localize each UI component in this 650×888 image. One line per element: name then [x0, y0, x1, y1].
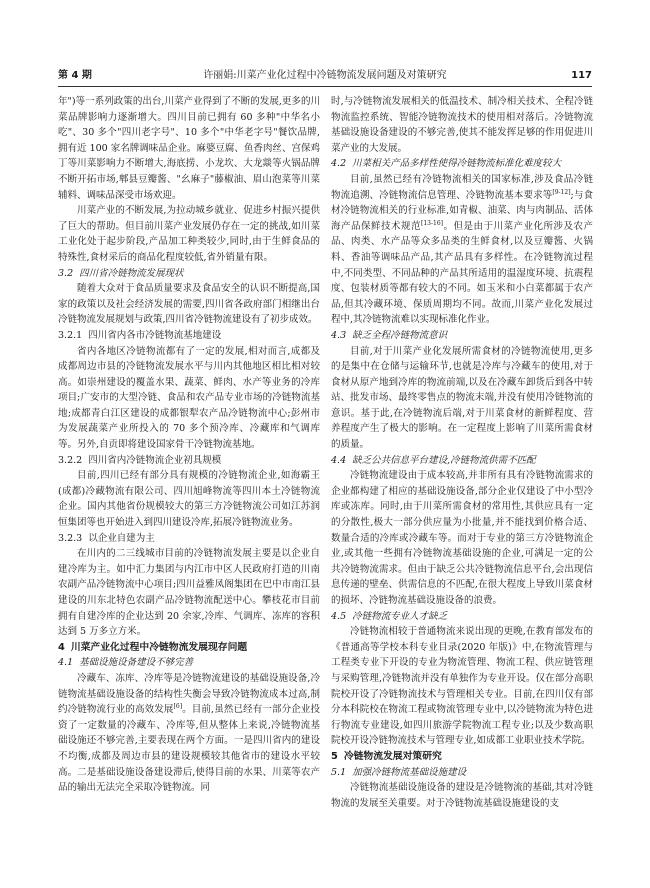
section-title: 缺乏公共信息平台建设,冷链物流供需不匹配 [352, 454, 536, 466]
section-title: 以企业自建为主 [88, 532, 155, 544]
running-header [58, 68, 592, 84]
section-title: 缺乏全程冷链物流意识 [352, 329, 448, 341]
section-number: 3.2 [58, 267, 74, 279]
header-rule [58, 86, 592, 87]
paragraph: 冷链物流相较于普通物流来说出现的更晚,在教育部发布的《普通高等学校本科专业目录(2020 年版)》中,在物流管理与工程类专业下开设的专业为物流管理、物流工程、供应链管理与采购管理,冷链物流并没有单独作为专业开设。仅在部分高职院校开设了冷链物流技术与管理相关专业。目前,在四川仅有部分本科院校在物流工程或物流管理专业中,以冷链物流为特色进行物流专业建设,如四川旅游学院物流工程专业;以及少数高职院校开设冷链物流技术与管理专业,如成都工业职业技术学院。 [331, 626, 593, 747]
issue-number: 第 4 期 [58, 70, 92, 81]
paragraph: 目前,虽然已经有冷链物流相关的国家标准,涉及食品冷链物流追溯、冷链物流信息管理、冷链物流基本要求等[9-12];与食材冷链物流相关的行业标准,如青椒、油菜、肉与肉制品、活体海产品保鲜技术规范[13-16]。但是由于川菜产业化所涉及农产品、肉类、水产品等众多品类的生鲜食材,以及豆瓣酱、火锅料、香油等调味品产品,其产品具有多样性。在冷链物流过程中,不同类型、不同品种的产品其所适用的温湿度环境、抗震程度、包装材质等都有较大的不同。如玉米和小白菜都属于农产品,但其冷藏环境、保质周期均不同。故而,川菜产业化发展过程中,其冷链物流难以实现标准化作业。 [331, 173, 593, 326]
section-title: 冷链物流专业人才缺乏 [352, 610, 448, 622]
paragraph: 目前,对于川菜产业化发展所需食材的冷链物流使用,更多的是集中在仓储与运输环节,也就是冷库与冷藏车的使用,对于食材从原产地到冷库的物流前端,以及在冷藏车卸货后到各中转站、批发市场、最终零售点的物流末端,并没有使用冷链物流的意识。基于此,在冷链物流后端,对于川菜食材的新鲜程度、营养程度产生了极大的影响。在一定程度上影响了川菜所需食材的质量。 [331, 345, 593, 451]
section-number: 3.2.1 [58, 329, 83, 341]
section-heading [58, 640, 320, 656]
paragraph: 冷链物流基础设施设备的建设是冷链物流的基础,其对冷链物流的发展至关重要。对于冷链物流基础设施建设的支 [331, 782, 593, 809]
paragraph: 随着大众对于食品质量要求及食品安全的认识不断提高,国家的政策以及社会经济发展的需要,四川省各政府部门相继出台冷链物流发展规划与政策,四川省冷链物流建设有了初步成效。 [58, 283, 320, 326]
section-title: 川菜产业化过程中冷链物流发展现存问题 [70, 641, 248, 653]
section-number: 3.2.3 [58, 532, 83, 544]
section-heading [331, 609, 593, 625]
paragraph: 目前,四川已经有部分具有规模的冷链物流企业,如海霸王(成都)冷藏物流有限公司、四川旭峰物流等四川本土冷链物流企业。国内其他省份规模较大的第三方冷链物流公司如江苏润恒集团等也开始进入到四川建设冷库,拓展冷链物流业务。 [58, 470, 320, 529]
section-heading [331, 156, 593, 172]
section-number: 5 [331, 750, 338, 762]
left-column [58, 94, 320, 864]
paragraph: 在川内的二三线城市目前的冷链物流发展主要是以企业自建冷库为主。如中汇力集团与内江市中区人民政府打造的川南农副产品冷链物流中心项目;四川益雅凤阁集团在巴中市南江县建设的川东北特色农副产品冷链物流配送中心。攀枝花市目前拥有自建冷库的企业达到 20 余家,冷库、气调库、冻库的容积达到 5 万多立方米。 [58, 548, 320, 638]
section-heading [331, 765, 593, 781]
section-heading [58, 266, 320, 282]
section-heading [331, 749, 593, 765]
section-heading [58, 453, 320, 469]
running-title: 许丽娟:川菜产业化过程中冷链物流发展问题及对策研究 [203, 70, 447, 81]
right-column [331, 94, 593, 864]
paragraph: 冷链物流建设由于成本较高,并非所有具有冷链物流需求的企业都构建了相应的基础设施设备,部分企业仅建设了中小型冷库或冻库。同时,由于川菜所需食材的常用性,其供应具有一定的分散性,极大一部分供应量为小批量,并不能找到价格合适、数量合适的冷库或冷藏车等。而对于专业的第三方冷链物流企业,或其他一些拥有冷链物流基础设施的企业,可满足一定的公共冷链物流需求。但由于缺乏公共冷链物流信息平台,会出现信息传递的壁垒、供需信息的不匹配,在很大程度上导致川菜食材的损坏、冷链物流基础设施设备的浪费。 [331, 470, 593, 606]
section-number: 4.3 [331, 329, 347, 341]
section-heading [58, 328, 320, 344]
page-number: 117 [571, 70, 592, 81]
paragraph: 省内各地区冷链物流都有了一定的发展,相对而言,成都及成都周边市县的冷链物流发展水平与川内其他地区相比相对较高。如崇州建设的覆盖水果、蔬菜、鲜肉、水产等业务的冷库项目;广安市的大型冷链、食品和农产品专业市场的冷链物流基地;成都青白江区建设的成都银犁农产品冷链物流中心;彭州市为发展蔬菜产业所投入的 70 多个预冷库、冷藏库和气调库等。另外,自贡即将建设国家骨干冷链物流基地。 [58, 345, 320, 451]
section-heading [58, 531, 320, 547]
section-number: 4 [58, 641, 65, 653]
section-number: 4.4 [331, 454, 347, 466]
section-heading [331, 453, 593, 469]
section-number: 5.1 [331, 766, 347, 778]
section-title: 川菜相关产品多样性使得冷链物流标准化难度较大 [352, 158, 562, 170]
section-title: 冷链物流发展对策研究 [343, 750, 442, 762]
section-number: 3.2.2 [58, 454, 83, 466]
section-title: 四川省冷链物流发展现状 [79, 267, 184, 279]
section-title: 四川省内各市冷链物流基地建设 [88, 329, 222, 341]
paragraph: 川菜产业的不断发展,为拉动城乡就业、促进乡村振兴提供了巨大的帮助。但目前川菜产业发展仍存在一定的挑战,如川菜工业化处于起步阶段,产品加工种类较少,同时,由于生鲜食品的特殊性,食材采后的商品化程度较低,省外销量有限。 [58, 205, 320, 263]
section-number: 4.1 [58, 657, 74, 669]
section-title: 基础设施设备建设不够完善 [79, 657, 194, 669]
paragraph: 年")等一系列政策的出台,川菜产业得到了不断的发展,更多的川菜品牌影响力逐渐增大。四川目前已拥有 60 多种"中华名小吃"、30 多个"四川老字号"、10 多个"中华老字号"餐饮品牌,拥有近 100 家名牌调味品企业。麻婆豆腐、鱼香肉丝、宫保鸡丁等川菜影响力不断增大,海底捞、小龙坎、大龙燚等火锅品牌不断开拓市场,郫县豆瓣酱、"幺麻子"藤椒油、眉山泡菜等川菜辅料、调味品深受市场欢迎。 [58, 96, 320, 201]
section-number: 4.2 [331, 158, 347, 170]
paragraph: 冷藏车、冻库、冷库等是冷链物流建设的基础设施设备,冷链物流基础设施设备的结构性失衡会导致冷链物流成本过高,制约冷链物流行业的高效发展[6]。目前,虽然已经有一部分企业投资了一定数量的冷藏车、冷库等,但从整体上来说,冷链物流基础设施还不够完善,主要表现在两个方面。一是四川省内的建设不均衡,成都及周边市县的建设规模较其他省市的建设水平较高。二是基础设施设备建设滞后,使得目前的水果、川菜等农产品的输出无法完全采取冷链物流。同 [58, 672, 320, 794]
section-number: 4.5 [331, 610, 347, 622]
section-title: 加强冷链物流基础设施建设 [352, 766, 467, 778]
section-title: 四川省内冷链物流企业初具规模 [88, 454, 222, 466]
paragraph: 时,与冷链物流发展相关的低温技术、制冷相关技术、全程冷链物流监控系统、智能冷链物流技术的使用相对落后。冷链物流基础设施设备建设的不够完善,使其不能发挥足够的作用促进川菜产业的大发展。 [331, 96, 593, 154]
section-heading [331, 328, 593, 344]
section-heading [58, 655, 320, 671]
